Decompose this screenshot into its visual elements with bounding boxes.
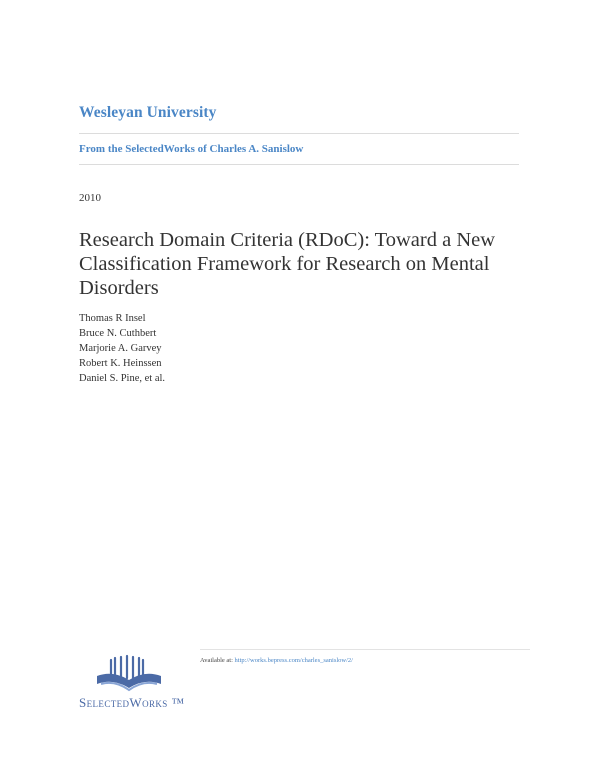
availability-line (200, 657, 353, 664)
author-item: Robert K. Heinssen (79, 358, 162, 369)
logo-wordmark (79, 695, 185, 711)
institution-name[interactable]: Wesleyan University (79, 104, 217, 121)
logo-text: SelectedWorks (79, 695, 168, 710)
author-item: Thomas R Insel (79, 313, 146, 324)
author-item: Bruce N. Cuthbert (79, 328, 157, 339)
author-item: Daniel S. Pine, et al. (79, 373, 166, 384)
trademark-symbol: ™ (171, 695, 185, 710)
header-divider-top (79, 133, 519, 134)
footer-divider (200, 649, 530, 650)
available-url-link[interactable]: http://works.bepress.com/charles_sanislow/2/ (234, 657, 353, 664)
available-label: Available at: (200, 657, 233, 664)
selectedworks-author-link[interactable]: From the SelectedWorks of Charles A. Sanislow (79, 143, 304, 155)
selectedworks-logo (79, 654, 194, 714)
author-list (79, 311, 165, 386)
publication-year: 2010 (79, 192, 101, 204)
open-book-logo-icon (93, 654, 165, 694)
article-title: Research Domain Criteria (RDoC): Toward a New Classification Framework for Research on Mental Disorders (79, 229, 496, 299)
author-item: Marjorie A. Garvey (79, 343, 162, 354)
header-divider-bottom (79, 164, 519, 165)
